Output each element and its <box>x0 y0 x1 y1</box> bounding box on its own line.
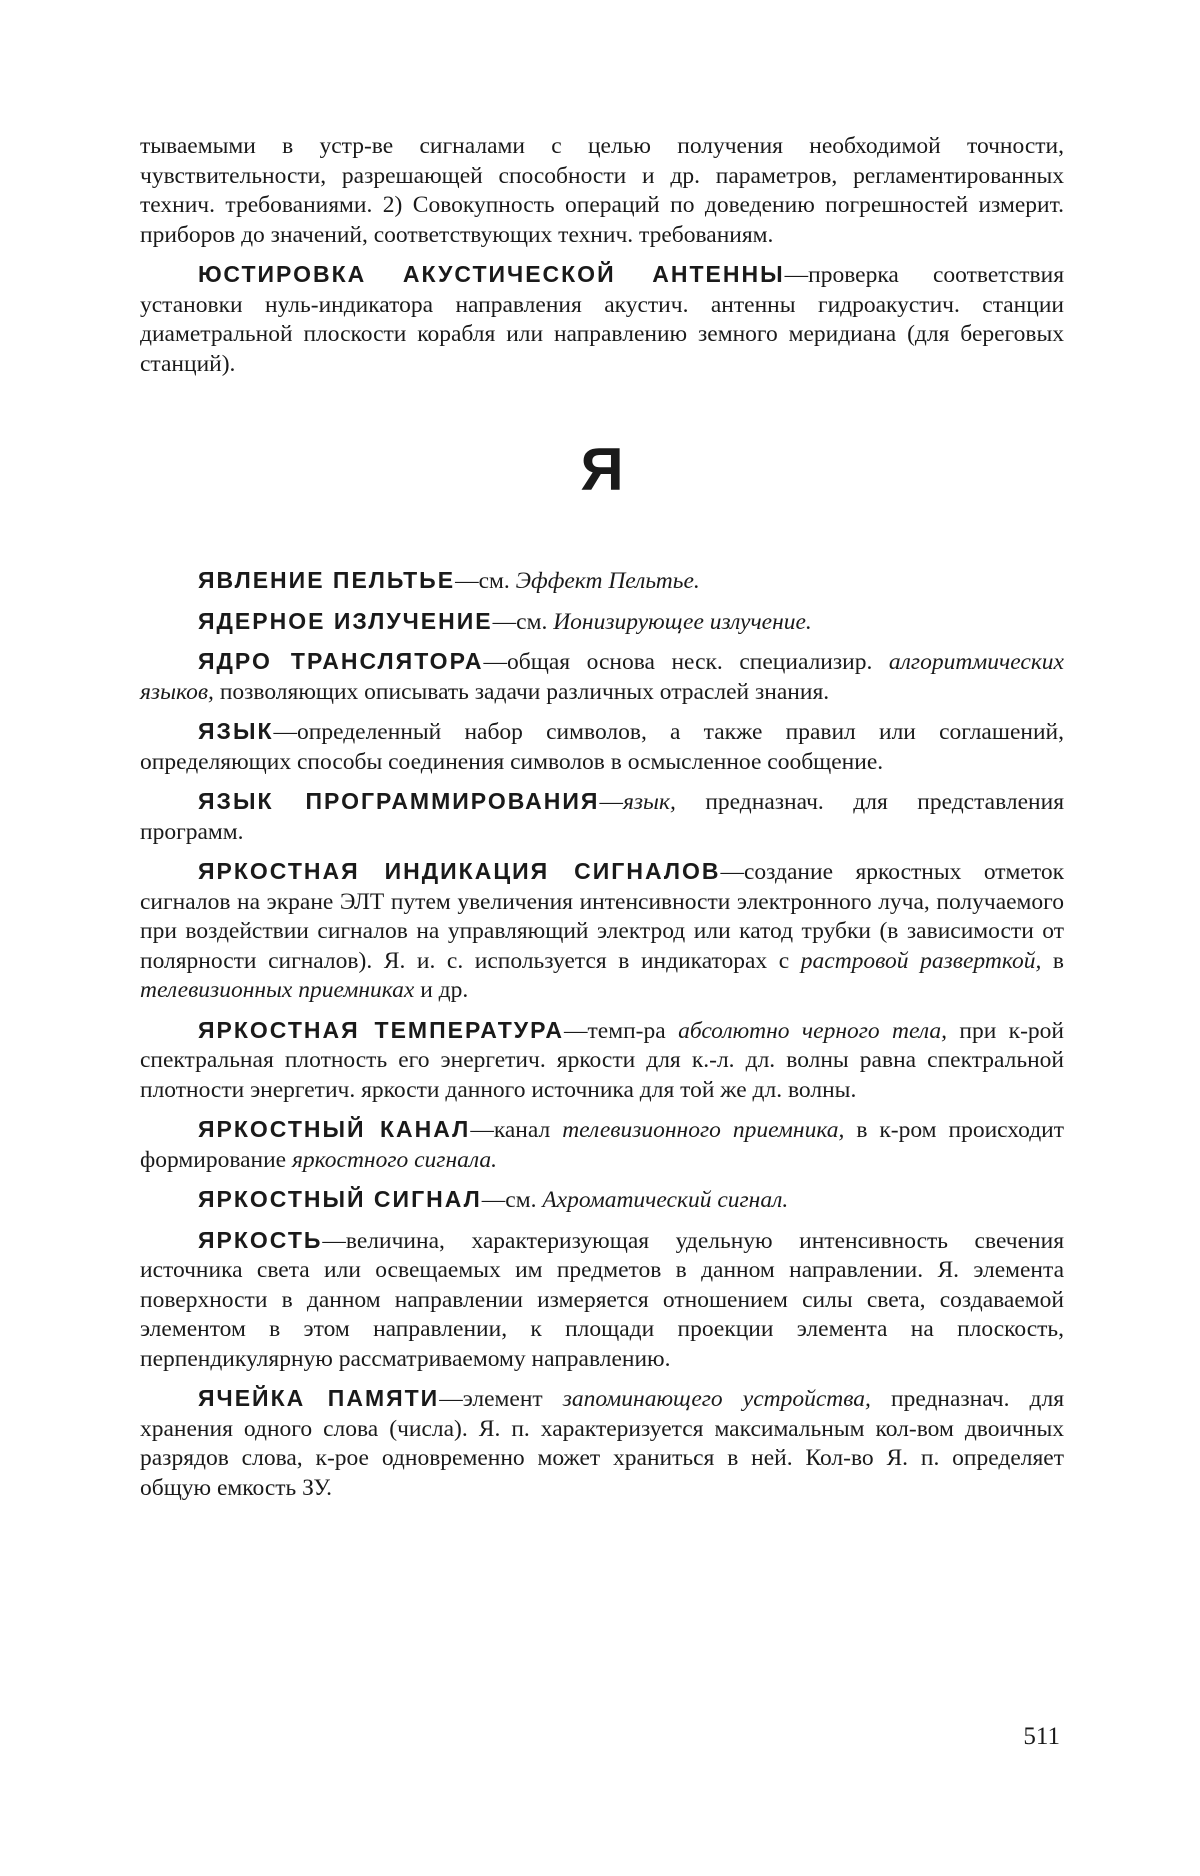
cross-reference: растровой разверткой, <box>801 948 1042 974</box>
cross-reference: телевизионного приемника, <box>562 1117 844 1143</box>
section-letter: Я <box>140 434 1064 506</box>
headword: ЯРКОСТЬ <box>198 1227 322 1253</box>
definition-cont: в <box>1041 948 1064 974</box>
entry-nuclear-radiation <box>140 607 1064 638</box>
cross-reference: абсолютно черного тела, <box>678 1018 947 1044</box>
definition: проверка соответствия установки нуль-индикатора направления акустич. антенны гидроакустич. станции диаметральной плоскости корабля или направлению земного меридиана (для береговых станций). <box>140 262 1064 377</box>
definition-cont: в к-ром происходит формирование <box>140 1117 1064 1173</box>
cross-reference: Ахроматический сигнал. <box>542 1187 788 1213</box>
dash: — <box>484 649 508 675</box>
definition: определенный набор символов, а также правил или соглашений, определяющих способы соединения символов в осмысленное сообщение. <box>140 719 1064 775</box>
continued-entry <box>140 132 1064 250</box>
headword: ЯРКОСТНАЯ ИНДИКАЦИЯ СИГНАЛОВ <box>198 858 720 884</box>
definition: предназнач. для представления программ. <box>140 789 1064 845</box>
cross-reference: яркостного сигнала. <box>292 1147 497 1173</box>
definition: см. <box>479 568 516 594</box>
dash: — <box>274 719 298 745</box>
dash: — <box>322 1228 346 1254</box>
entry-brightness-indication <box>140 857 1064 1006</box>
text-column <box>140 132 1064 1513</box>
entry-antenna-adjustment <box>140 260 1064 379</box>
dash: — <box>482 1187 506 1213</box>
dash: — <box>599 789 623 815</box>
cross-reference: Ионизирующее излучение. <box>553 609 812 635</box>
definition: элемент <box>463 1386 563 1412</box>
headword: ЯЧЕЙКА ПАМЯТИ <box>198 1385 439 1411</box>
dash: — <box>493 609 517 635</box>
entry-translator-core <box>140 647 1064 707</box>
dictionary-page <box>0 0 1200 1876</box>
headword: ЮСТИРОВКА АКУСТИЧЕСКОЙ АНТЕННЫ <box>198 261 785 287</box>
entry-language <box>140 717 1064 777</box>
entry-brightness-channel <box>140 1115 1064 1175</box>
cross-reference: алгоритмических языков, <box>140 649 1064 705</box>
page-number: 511 <box>1012 1722 1060 1752</box>
entry-brightness <box>140 1226 1064 1375</box>
entry-brightness-signal <box>140 1185 1064 1216</box>
cross-reference: язык, <box>623 789 676 815</box>
headword: ЯРКОСТНЫЙ КАНАЛ <box>198 1116 470 1142</box>
headword: ЯЗЫК ПРОГРАММИРОВАНИЯ <box>198 788 599 814</box>
definition-cont: позволяющих описывать задачи различных отраслей знания. <box>214 679 829 705</box>
definition: см. <box>505 1187 542 1213</box>
definition-cont: предназнач. для хранения одного слова (числа). Я. п. характеризуется максимальным кол-вом двоичных разрядов слова, к-рое одновременно может храниться в ней. Кол-во Я. п. определяет общую емкость ЗУ. <box>140 1386 1064 1501</box>
dash: — <box>785 262 809 288</box>
definition-end: и др. <box>414 977 468 1003</box>
entry-brightness-temperature <box>140 1016 1064 1106</box>
dash: — <box>439 1386 463 1412</box>
dash: — <box>470 1117 494 1143</box>
cross-reference: Эффект Пельтье. <box>516 568 700 594</box>
headword: ЯРКОСТНАЯ ТЕМПЕРАТУРА <box>198 1017 564 1043</box>
definition: см. <box>516 609 553 635</box>
headword: ЯРКОСТНЫЙ СИГНАЛ <box>198 1186 482 1212</box>
cross-reference: телевизионных приемниках <box>140 977 414 1003</box>
headword: ЯДЕРНОЕ ИЗЛУЧЕНИЕ <box>198 608 493 634</box>
definition: общая основа неск. специализир. <box>507 649 889 675</box>
entry-programming-language <box>140 787 1064 847</box>
dash: — <box>720 859 744 885</box>
headword: ЯВЛЕНИЕ ПЕЛЬТЬЕ <box>198 567 455 593</box>
entry-memory-cell <box>140 1384 1064 1503</box>
definition: создание яркостных отметок сигналов на экране ЭЛТ путем увеличения интенсивности электронного луча, получаемого при воздействии сигналов на управляющий электрод или катод трубки (в зависимости от полярности сигналов). Я. и. с. используется в индикаторах с <box>140 859 1064 974</box>
definition-cont: при к-рой спектральная плотность его энергетич. яркости для к.-л. дл. волны равна спектральной плотности энергетич. яркости данного источника для той же дл. волны. <box>140 1018 1064 1103</box>
dash: — <box>455 568 479 594</box>
definition: темп-ра <box>588 1018 679 1044</box>
headword: ЯЗЫК <box>198 718 274 744</box>
cross-reference: запоминающего устройства, <box>563 1386 871 1412</box>
dash: — <box>564 1018 588 1044</box>
continuation-text: тываемыми в устр-ве сигналами с целью получения необходимой точности, чувствительности, разрешающей способности и др. параметров, регламентированных технич. требованиями. 2) Совокупность операций по доведению погрешностей измерит. приборов до значений, соответствующих технич. требованиям. <box>140 132 1064 250</box>
definition: величина, характеризующая удельную интенсивность свечения источника света или освещаемых им предметов в данном направлении. Я. элемента поверхности в данном направлении измеряется отношением силы света, создаваемой элементом в этом направлении, к площади проекции элемента на плоскость, перпендикулярную рассматриваемому направлению. <box>140 1228 1064 1372</box>
entry-peltier <box>140 566 1064 597</box>
definition: канал <box>494 1117 562 1143</box>
headword: ЯДРО ТРАНСЛЯТОРА <box>198 648 484 674</box>
